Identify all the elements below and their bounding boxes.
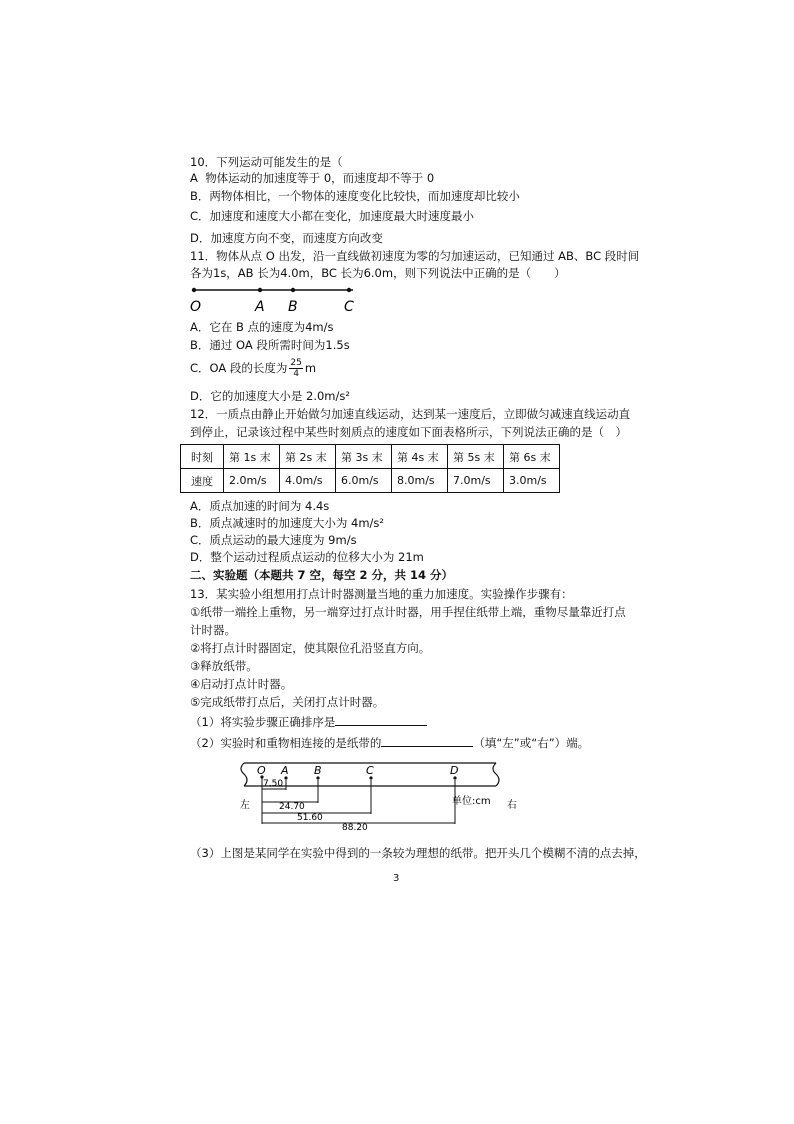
table-cell: 第 5s 末: [448, 445, 504, 469]
q11-label-c: C: [344, 299, 354, 315]
q11-line-diagram: [185, 280, 385, 316]
tape-measure-lines: [262, 778, 455, 824]
q13-sub2: （2）实验时和重物相连接的是纸带的 （填“左”或“右”）端。: [190, 736, 590, 750]
q13-stem: 13．某实验小组想用打点计时器测量当地的重力加速度。实验操作步骤有：: [190, 587, 573, 601]
q13-step5: ⑤完成纸带打点后，关闭打点计时器。: [190, 695, 385, 709]
q11-option-c: C．OA 段的长度为 $\frac{25}{4}$ m: [190, 358, 317, 379]
q11-point-o: [192, 288, 196, 292]
q12-option-a: A．质点加速的时间为 4.4s: [190, 499, 330, 513]
q11-point-a: [258, 288, 262, 292]
tape-dim-ob: 24.70: [279, 802, 305, 812]
tape-label-a: A: [281, 764, 289, 777]
q11-stem-line2: 各为1s，AB 长为4.0m，BC 长为6.0m，则下列说法中正确的是（ ）: [190, 266, 566, 280]
q13-sub1: （1）将实验步骤正确排序是: [190, 714, 620, 730]
table-cell: 第 2s 末: [280, 445, 336, 469]
table-header-time: 时刻: [181, 445, 224, 469]
answer-blank-2[interactable]: [381, 735, 473, 747]
table-cell: 8.0m/s: [392, 469, 448, 493]
q13-step1-line1: ①纸带一端拴上重物，另一端穿过打点计时器，用手捏住纸带上端，重物尽量靠近打点: [190, 605, 626, 619]
q13-step4: ④启动打点计时器。: [190, 677, 293, 691]
q11-label-b: B: [288, 299, 298, 315]
q13-step1-line2: 计时器。: [190, 623, 236, 637]
q10-option-c: C．加速度和速度大小都在变化，加速度最大时速度最小: [190, 209, 475, 223]
tape-dim-od: 88.20: [342, 823, 368, 830]
q11-point-c: [347, 288, 351, 292]
table-cell: 2.0m/s: [224, 469, 280, 493]
q12-option-d: D．整个运动过程质点运动的位移大小为 21m: [190, 550, 424, 564]
table-cell: 4.0m/s: [280, 469, 336, 493]
table-header-speed: 速度: [181, 469, 224, 493]
paper-tape-diagram: [230, 756, 530, 830]
table-cell: 3.0m/s: [504, 469, 560, 493]
tape-dim-oa: 7.50: [263, 779, 284, 789]
table-cell: 6.0m/s: [336, 469, 392, 493]
q11-fraction: $\frac{25}{4}$: [290, 358, 302, 379]
tape-right-label: 右: [507, 800, 517, 811]
answer-blank-1[interactable]: [335, 714, 427, 726]
tape-label-b: B: [314, 764, 322, 777]
q12-option-c: C．质点运动的最大速度为 9m/s: [190, 533, 357, 547]
q12-option-b: B．质点减速时的加速度大小为 4m/s²: [190, 516, 385, 530]
q12-stem-line2: 到停止，记录该过程中某些时刻质点的速度如下面表格所示，下列说法正确的是（ ）: [190, 425, 627, 439]
q10-option-a: A 物体运动的加速度等于 0，而速度却不等于 0: [190, 171, 435, 185]
table-cell: 第 1s 末: [224, 445, 280, 469]
q13-step3: ③释放纸带。: [190, 659, 258, 673]
tape-label-o: O: [257, 764, 266, 777]
table-cell: 第 6s 末: [504, 445, 560, 469]
table-row: [181, 469, 560, 493]
section-title: 二、实验题（本题共 7 空，每空 2 分，共 14 分）: [190, 568, 454, 582]
q13-step2: ②将打点计时器固定，使其限位孔沿竖直方向。: [190, 641, 431, 655]
table-cell: 第 4s 末: [392, 445, 448, 469]
q13-sub3: （3）上图是某同学在实验中得到的一条较为理想的纸带。把开头几个模糊不清的点去掉，: [190, 846, 646, 860]
page-number: 3: [393, 873, 400, 884]
tape-label-d: D: [450, 764, 459, 777]
q12-speed-table: [180, 444, 560, 493]
table-cell: 第 3s 末: [336, 445, 392, 469]
q12-stem-line1: 12．一质点由静止开始做匀加速直线运动，达到某一速度后，立即做匀减速直线运动直: [190, 407, 631, 421]
table-cell: 7.0m/s: [448, 469, 504, 493]
q10-stem: 10．下列运动可能发生的是（: [190, 155, 343, 169]
tape-label-c: C: [366, 764, 374, 777]
tape-left-label: 左: [240, 800, 250, 811]
q11-label-a: A: [255, 299, 265, 315]
tape-unit-label: 单位:cm: [452, 796, 491, 807]
q11-point-b: [291, 288, 295, 292]
q11-option-a: A．它在 B 点的速度为4m/s: [190, 320, 334, 334]
q11-option-d: D．它的加速度大小是 2.0m/s²: [190, 389, 350, 403]
q11-stem-line1: 11．物体从点 O 出发，沿一直线做初速度为零的匀加速运动，已知通过 AB、BC 段时间: [190, 249, 640, 263]
q11-label-o: O: [190, 299, 202, 315]
q10-option-d: D．加速度方向不变，而速度方向改变: [190, 231, 383, 245]
tape-dim-oc: 51.60: [297, 813, 323, 823]
q10-option-b: B．两物体相比，一个物体的速度变化比较快，而加速度却比较小: [190, 189, 520, 203]
table-row: [181, 445, 560, 469]
q11-option-b: B．通过 OA 段所需时间为1.5s: [190, 338, 350, 352]
